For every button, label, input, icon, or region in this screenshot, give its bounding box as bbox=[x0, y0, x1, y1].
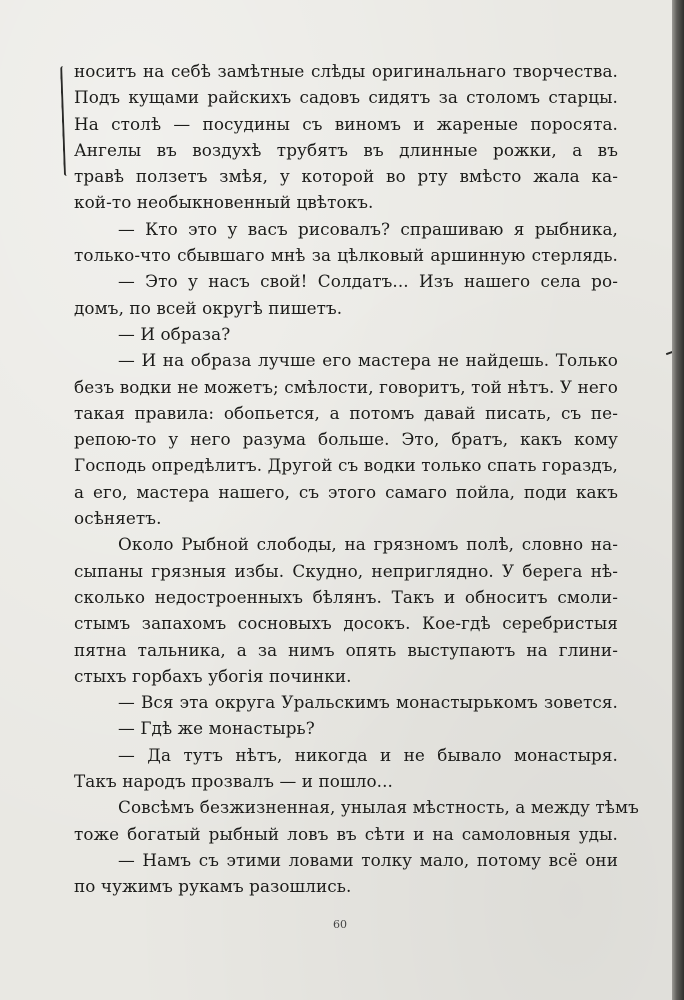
text-line: стымъ запахомъ сосновыхъ досокъ. Кое-гдѣ серебристыя bbox=[74, 613, 618, 634]
text-line: — Кто это у васъ рисовалъ? спрашиваю я рыбника, bbox=[118, 218, 618, 239]
page-edge-shadow bbox=[672, 0, 684, 1000]
text-line: кой-то необыкновенный цвѣтокъ. bbox=[74, 192, 374, 213]
text-line: Такъ народъ прозвалъ — и пошло... bbox=[74, 771, 393, 792]
text-line: Ангелы въ воздухѣ трубятъ въ длинные рожки, а въ bbox=[74, 139, 618, 160]
text-line: стыхъ горбахъ убогія починки. bbox=[74, 665, 352, 686]
text-line: сыпаны грязныя избы. Скудно, неприглядно. У берега нѣ- bbox=[74, 560, 618, 581]
page-number: 60 bbox=[333, 918, 347, 931]
text-line: носитъ на себѣ замѣтные слѣды оригинальнаго творчества. bbox=[74, 61, 618, 81]
text-line: Подъ кущами райскихъ садовъ сидятъ за столомъ старцы. bbox=[74, 87, 618, 108]
text-line: тоже богатый рыбный ловъ въ сѣти и на самоловныя уды. bbox=[74, 823, 618, 844]
text-line: пятна тальника, а за нимъ опять выступаютъ на глини- bbox=[74, 639, 618, 660]
text-line: Около Рыбной слободы, на грязномъ полѣ, словно на- bbox=[118, 534, 618, 555]
page-text bbox=[74, 58, 639, 900]
text-line: только-что сбывшаго мнѣ за цѣлковый аршинную стерлядь. bbox=[74, 245, 618, 266]
text-line: травѣ ползетъ змѣя, у которой во рту вмѣсто жала ка- bbox=[74, 166, 618, 187]
text-line: — Намъ съ этими ловами толку мало, потому всё они bbox=[118, 849, 618, 870]
text-line: — И на образа лучше его мастера не найдешь. Только bbox=[118, 350, 618, 371]
text-line: — Да тутъ нѣтъ, никогда и не бывало монастыря. bbox=[118, 744, 618, 765]
text-line: Совсѣмъ безжизненная, унылая мѣстность, а между тѣмъ bbox=[118, 797, 639, 818]
text-line: осѣняетъ. bbox=[74, 508, 162, 529]
text-line: На столѣ — посудины съ виномъ и жареные поросята. bbox=[74, 113, 618, 134]
text-line: — И образа? bbox=[118, 323, 231, 344]
text-line: домъ, по всей округѣ пишетъ. bbox=[74, 297, 343, 318]
text-line: безъ водки не можетъ; смѣлости, говоритъ, той нѣтъ. У него bbox=[74, 376, 618, 397]
margin-bracket-mark bbox=[60, 66, 70, 176]
text-line: репою-то у него разума больше. Это, братъ, какъ кому bbox=[74, 429, 618, 450]
text-line: а его, мастера нашего, съ этого самаго пойла, поди какъ bbox=[74, 481, 618, 502]
text-line: — Это у насъ свой! Солдатъ... Изъ нашего села ро- bbox=[118, 271, 618, 292]
text-line: Господь опредѣлитъ. Другой съ водки только спать гораздъ, bbox=[74, 455, 618, 476]
text-line: — Гдѣ же монастырь? bbox=[118, 718, 315, 739]
text-line: по чужимъ рукамъ разошлись. bbox=[74, 876, 352, 897]
text-line: — Вся эта округа Уральскимъ монастырькомъ зовется. bbox=[118, 692, 618, 713]
text-line: такая правила: обопьется, а потомъ давай писать, съ пе- bbox=[74, 402, 618, 423]
text-line: сколько недостроенныхъ бѣлянъ. Такъ и обноситъ смоли- bbox=[74, 586, 618, 607]
